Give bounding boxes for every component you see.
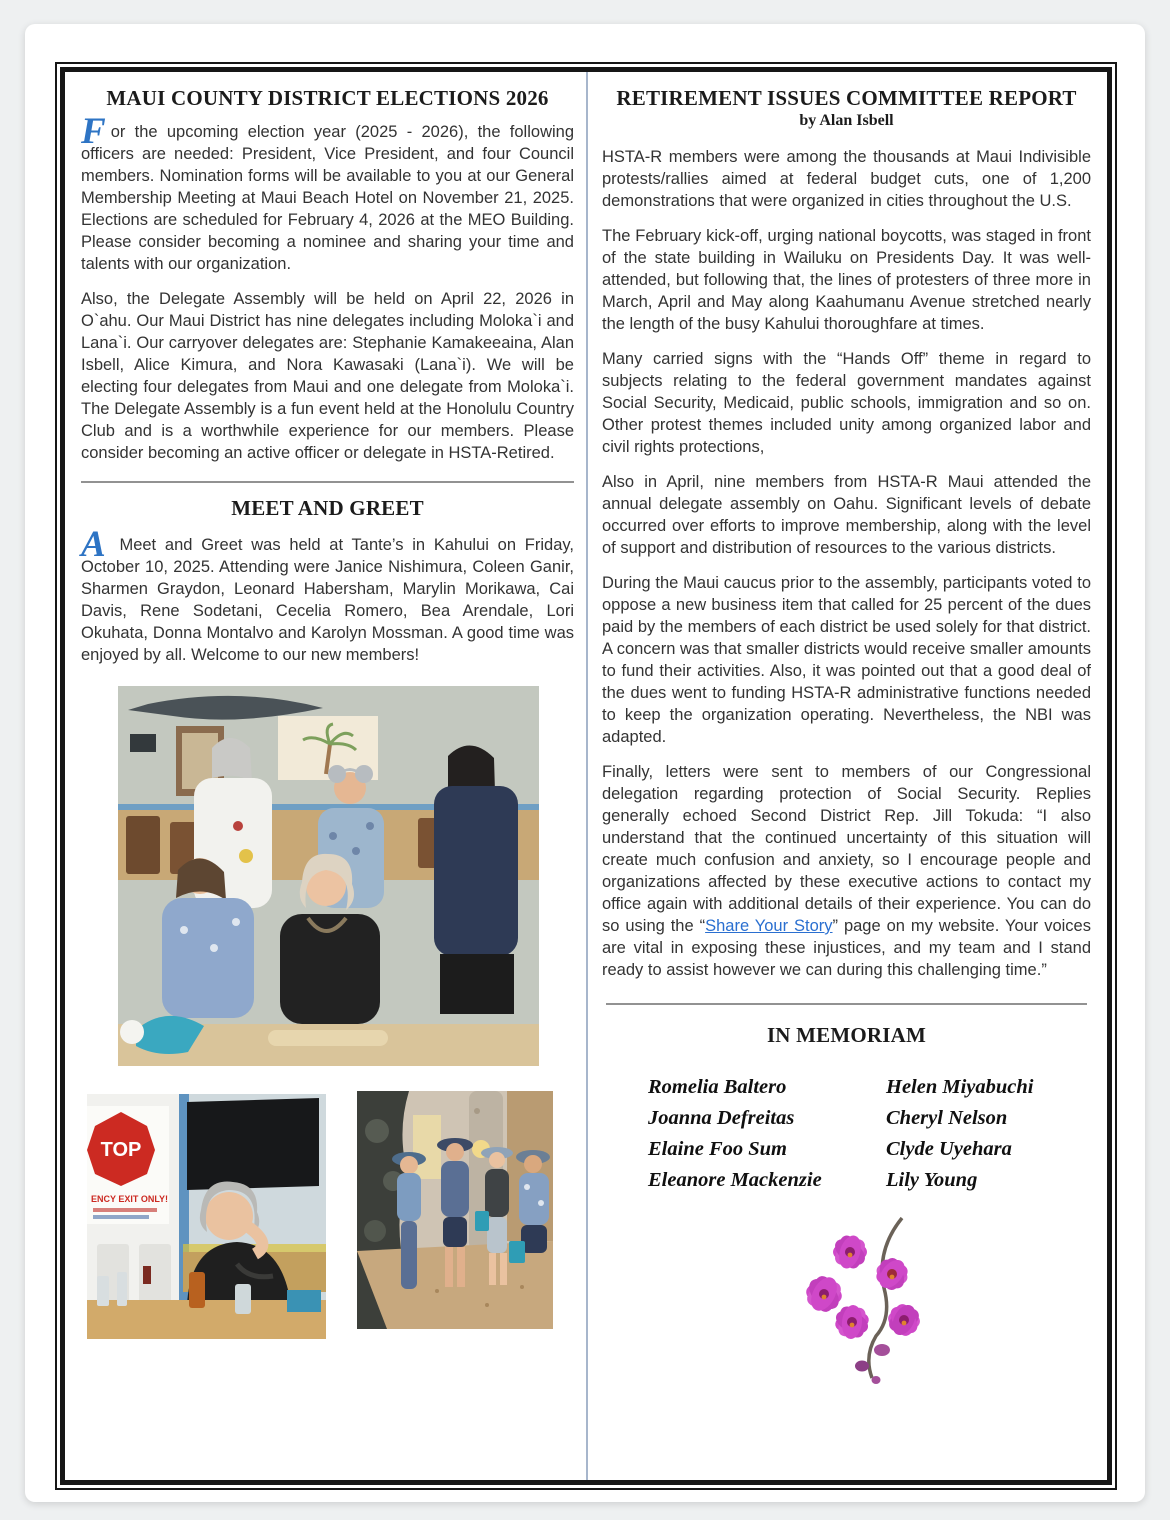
orchid-buds bbox=[855, 1344, 890, 1384]
memoriam-name: Cheryl Nelson bbox=[886, 1107, 1008, 1129]
dropcap-a: A bbox=[81, 524, 106, 565]
memoriam-name: Romelia Baltero bbox=[648, 1076, 787, 1098]
memoriam-name: Helen Miyabuchi bbox=[886, 1076, 1034, 1098]
meet-greet-title: MEET AND GREET bbox=[231, 496, 424, 520]
orchid-image bbox=[780, 1210, 1091, 1395]
memoriam-names bbox=[648, 1072, 1091, 1196]
tv-icon bbox=[187, 1098, 319, 1190]
report-byline: by Alan Isbell bbox=[799, 112, 894, 129]
elections-paragraph-2: Also, the Delegate Assembly will be held on April 22, 2026 in O`ahu. Our Maui District has nine delegates including Moloka`i and Lana`i. Our carryover delegates are: Stephanie Kamakeeaina, Alan Isbell, Alice Kimura, and Nora Kawasaki (Lana`i). We will be electing four delegates from Maui and one delegate from Moloka`i. The Delegate Assembly is a fun event held at the Honolulu Country Club and is a worthwhile experience for our members. Please consider becoming an active officer or delegate in HSTA-Retired. bbox=[81, 290, 574, 462]
memoriam-name: Elaine Foo Sum bbox=[648, 1138, 787, 1160]
memoriam-name: Joanna Defreitas bbox=[648, 1107, 795, 1129]
report-paragraph-2: The February kick-off, urging national boycotts, was staged in front of the state building in Wailuku on Presidents Day. It was well-attended, but following that, the lines of protesters of three more in March, April and May along Kaahumanu Avenue stretched nearly the length of the busy Kahului thoroughfare at times. bbox=[602, 227, 1091, 333]
elections-title: MAUI COUNTY DISTRICT ELECTIONS 2026 bbox=[106, 86, 549, 110]
section-divider bbox=[606, 1003, 1087, 1005]
report-paragraph-3: Many carried signs with the “Hands Off” theme in regard to subjects relating to the federal government mandates against Social Security, Medicaid, public schools, immigration and so on. Other protest themes included unity among organized labor and civil rights protections, bbox=[602, 350, 1091, 456]
section-divider bbox=[81, 481, 574, 483]
memoriam-names-right bbox=[886, 1072, 1033, 1196]
report-paragraph-4: Also in April, nine members from HSTA-R Maui attended the annual delegate assembly on Oahu. Significant levels of debate occurred over efforts to improve membership, along with the level of support and distribution of resources to the various districts. bbox=[602, 473, 1091, 557]
elections-paragraph-1-text: or the upcoming election year (2025 - 2026), the following officers are needed: President, Vice President, and four Council members. Nomination forms will be available to you at our General Membership Meeting at Maui Beach Hotel on November 21, 2025. Elections are scheduled for February 4, 2026 at the MEO Building. Please consider becoming a nominee and sharing your time and talents with our organization. bbox=[81, 123, 574, 273]
photo-woman-seated-at-table bbox=[87, 1094, 326, 1339]
meet-greet-paragraph-text: Meet and Greet was held at Tante’s in Kahului on Friday, October 10, 2025. Attending were Janice Nishimura, Coleen Ganir, Sharmen Graydon, Leonard Habersham, Marylin Morikawa, Cai Davis, Rene Sodetani, Cecelia Romero, Bea Arendale, Lori Okuhata, Donna Montalvo and Karolyn Mossman. A good time was enjoyed by all. Welcome to our new members! bbox=[81, 536, 574, 664]
right-column bbox=[588, 72, 1107, 1480]
report-paragraph-6-before: Finally, letters were sent to members of our Congressional delegation regarding protection of Social Security. Replies generally echoed Second District Rep. Jill Tokuda: “I also understand that the continued uncertainty of this situation will create much confusion and anxiety, so I encourage people and organizations affected by these executive actions to contact my office again with additional details of their experience. You can do so using the “ bbox=[602, 763, 1091, 935]
group-photo-five-women-at-tantes bbox=[118, 686, 539, 1066]
report-paragraph-1: HSTA-R members were among the thousands at Maui Indivisible protests/rallies aimed at federal budget cuts, one of 1,200 demonstrations that were organized in cities throughout the U.S. bbox=[602, 148, 1091, 210]
elections-paragraph-1 bbox=[81, 111, 574, 275]
memoriam-name: Clyde Uyehara bbox=[886, 1138, 1012, 1160]
report-paragraph-6 bbox=[602, 761, 1091, 981]
page-frame-outer bbox=[55, 62, 1117, 1490]
report-paragraph-6-after: ” page on my website. Your voices are vital in exposing these injustices, and my team and I stand ready to assist however we can during this challenging time.” bbox=[602, 917, 1091, 979]
dropcap-f: F bbox=[81, 111, 106, 152]
photo-row bbox=[87, 1094, 574, 1339]
stop-sign-text: TOP bbox=[100, 1139, 142, 1161]
pink-orchid-flower-icon bbox=[780, 1210, 985, 1390]
exit-sign-text: ENCY EXIT ONLY! bbox=[91, 1194, 169, 1204]
memoriam-name: Lily Young bbox=[886, 1169, 978, 1191]
orchid-flowers bbox=[803, 1233, 923, 1342]
share-your-story-link[interactable]: Share Your Story bbox=[705, 917, 833, 935]
report-title: RETIREMENT ISSUES COMMITTEE REPORT bbox=[616, 86, 1077, 110]
memoriam-name: Eleanore Mackenzie bbox=[648, 1169, 822, 1191]
memoriam-title: IN MEMORIAM bbox=[766, 1023, 927, 1047]
photo-four-women-in-sun-hats bbox=[357, 1091, 553, 1329]
report-paragraph-5: During the Maui caucus prior to the assembly, participants voted to oppose a new business item that called for 25 percent of the dues paid by the members of each district be used solely for that district. A concern was that smaller districts would receive smaller amounts to fund their activities. Also, it was pointed out that a good deal of the dues went to funding HSTA-R administrative functions needed to keep the organization operating. Nevertheless, the NBI was adapted. bbox=[602, 574, 1091, 746]
page-sheet bbox=[25, 24, 1145, 1502]
memoriam-names-left bbox=[648, 1072, 886, 1196]
page-frame-inner bbox=[60, 67, 1112, 1485]
meet-greet-paragraph bbox=[81, 524, 574, 666]
left-column bbox=[65, 72, 586, 1480]
